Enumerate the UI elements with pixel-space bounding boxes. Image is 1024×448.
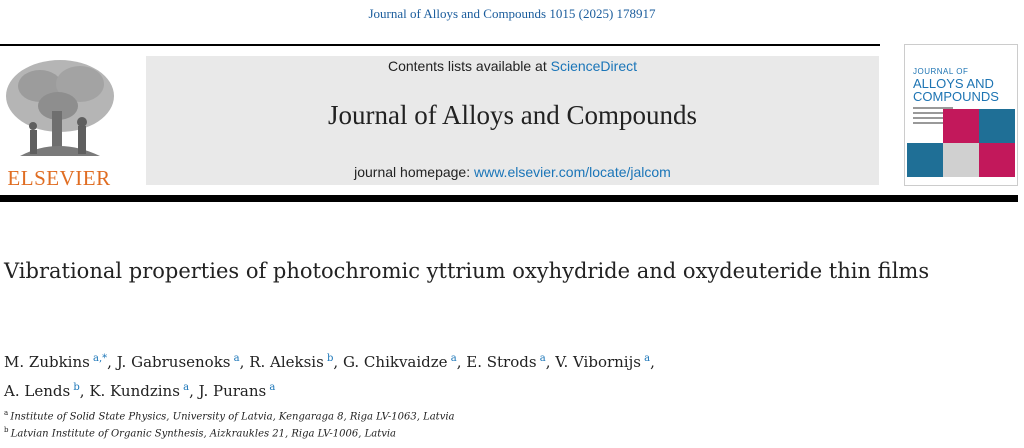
author-affiliation-mark[interactable]: a — [179, 382, 190, 393]
publisher-name: ELSEVIER — [7, 166, 111, 190]
author-affiliation-mark[interactable]: a — [536, 353, 546, 364]
header-bottom-rule — [0, 195, 1018, 202]
affiliation-mark: a — [4, 409, 11, 417]
author-name[interactable]: J. Gabrusenoks — [116, 353, 231, 371]
header-rule — [0, 44, 880, 46]
cover-title-line1: JOURNAL OF — [913, 67, 969, 76]
elsevier-tree-icon — [0, 56, 118, 166]
homepage-link[interactable]: www.elsevier.com/locate/jalcom — [474, 164, 671, 180]
author-name[interactable]: K. Kundzins — [89, 382, 180, 400]
author-affiliation-mark[interactable]: a — [447, 353, 457, 364]
cover-title-line2: ALLOYS AND COMPOUNDS — [913, 76, 999, 104]
homepage-prefix: journal homepage: — [354, 164, 474, 180]
author-name[interactable]: E. Strods — [466, 353, 537, 371]
author-name[interactable]: R. Aleksis — [249, 353, 324, 371]
cover-tile — [907, 143, 943, 177]
author-affiliation-mark[interactable]: a — [640, 353, 651, 364]
author-name[interactable]: J. Purans — [198, 382, 267, 400]
affiliation-mark: b — [4, 426, 11, 434]
author-affiliation-mark[interactable]: b — [323, 353, 334, 364]
journal-cover[interactable] — [904, 44, 1018, 186]
sciencedirect-link[interactable]: ScienceDirect — [550, 58, 637, 74]
contents-line — [146, 58, 879, 74]
homepage-line — [146, 164, 879, 180]
journal-title: Journal of Alloys and Compounds — [328, 100, 697, 130]
author-name[interactable]: A. Lends — [4, 382, 71, 400]
contents-prefix: Contents lists available at — [387, 58, 551, 74]
affiliation-text: Latvian Institute of Organic Synthesis, Aizkraukles 21, Riga LV-1006, Latvia — [10, 428, 397, 440]
journal-banner — [146, 56, 879, 185]
cover-tile — [979, 143, 1015, 177]
author-affiliation-mark[interactable]: b — [70, 382, 80, 393]
cover-tile — [943, 109, 979, 143]
author-list: M. Zubkins $^{a,*}$, J. Gabrusenoks $^a$, R. Aleksis $^b$, G. Chikvaidze $^a$, E. Strods $^a$, V. Vibornijs $^a$, A. Lends $^b$, K. Kundzins $^a$, J. Purans $^a$ — [4, 353, 655, 400]
author-affiliation-mark[interactable]: a — [230, 353, 240, 364]
cover-tile — [943, 143, 979, 177]
author-name[interactable]: V. Vibornijs — [555, 353, 641, 371]
article-title: Vibrational properties of photochromic yttrium oxyhydride and oxydeuteride thin films — [4, 259, 930, 283]
affiliation-line — [4, 426, 396, 439]
journal-citation[interactable]: Journal of Alloys and Compounds 1015 (2025) 178917 — [368, 6, 656, 21]
affiliation-text: Institute of Solid State Physics, University of Latvia, Kengaraga 8, Riga LV-1063, Latvia — [10, 411, 455, 423]
author-name[interactable]: G. Chikvaidze — [342, 353, 448, 371]
author-name[interactable]: M. Zubkins — [4, 353, 90, 371]
cover-tile — [979, 109, 1015, 143]
affiliation-line — [4, 409, 455, 422]
author-affiliation-mark[interactable]: a,* — [89, 353, 108, 364]
author-affiliation-mark[interactable]: a — [266, 382, 276, 393]
